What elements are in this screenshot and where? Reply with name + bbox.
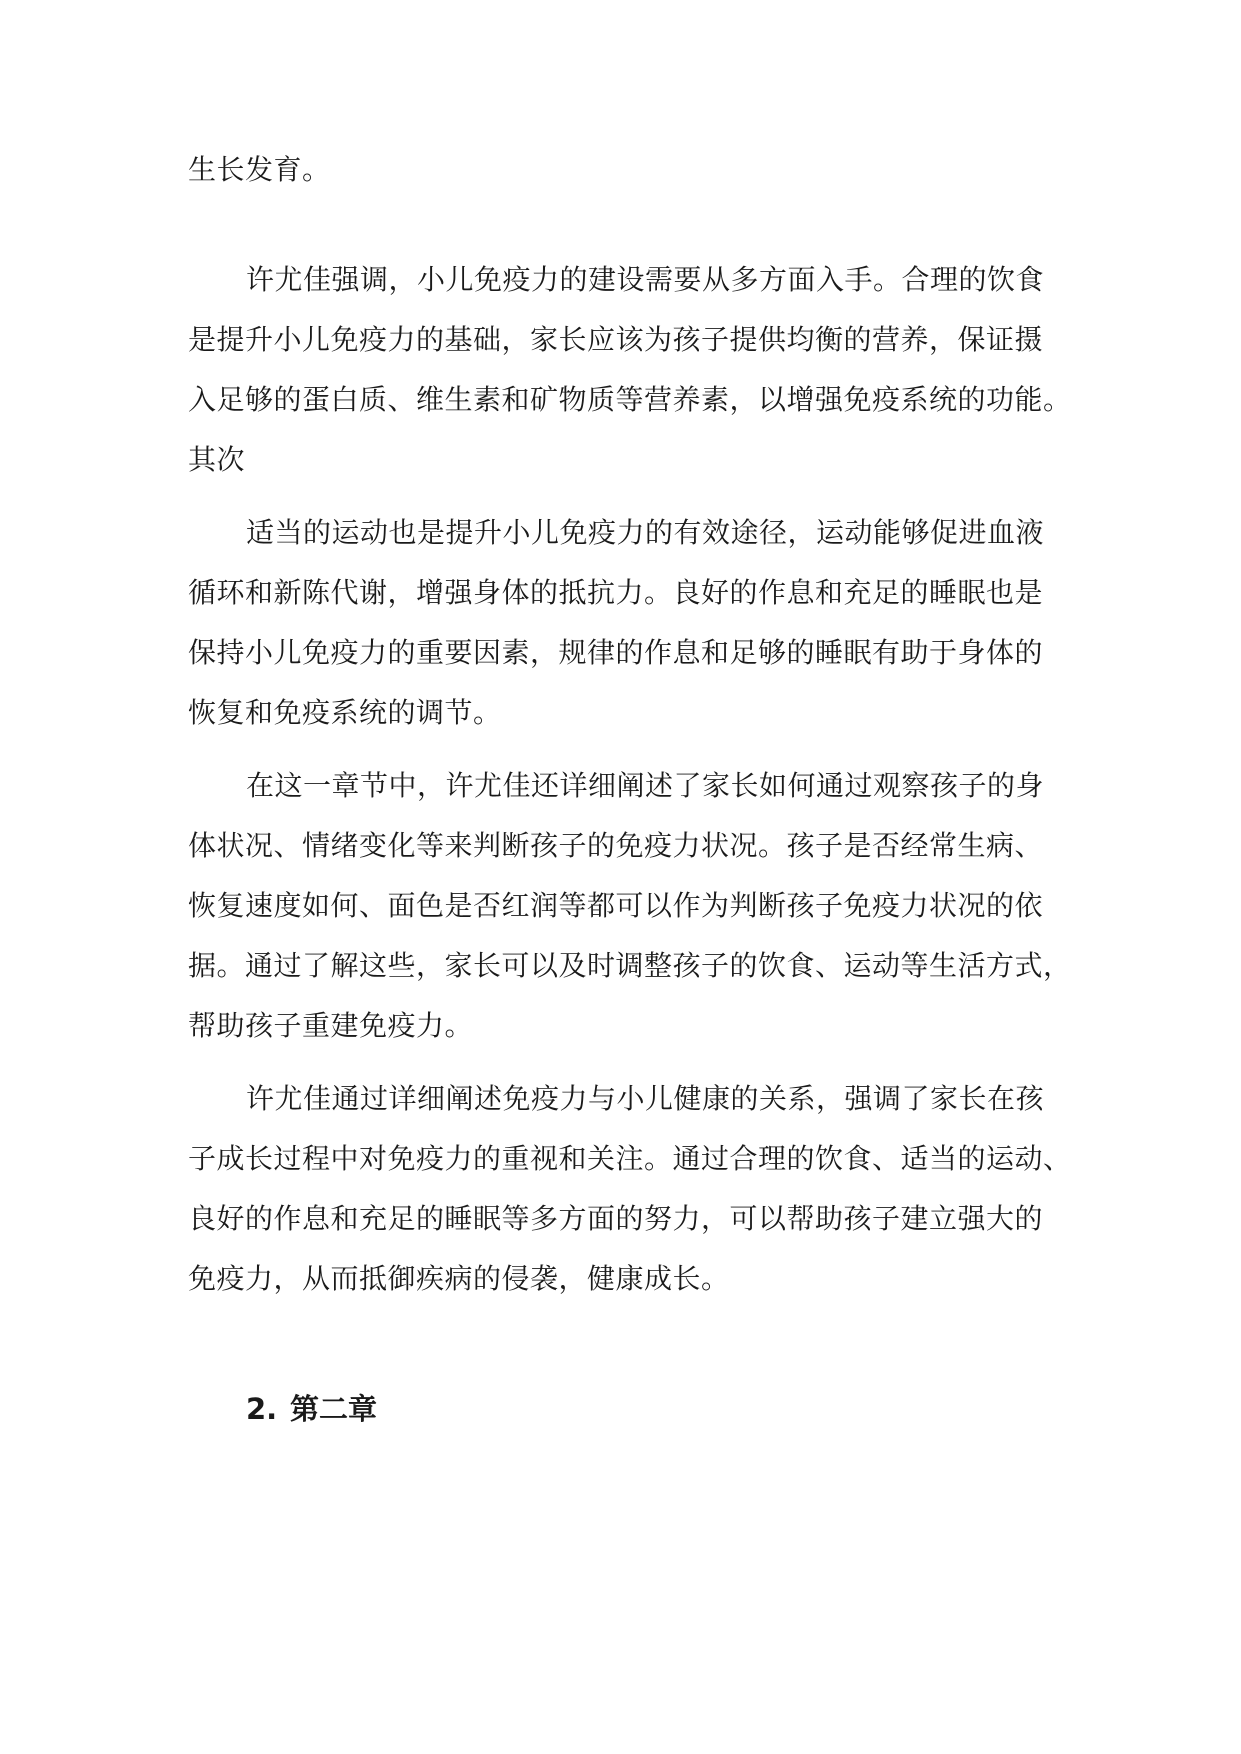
paragraph <box>188 1069 1072 1309</box>
text-line: 其次 <box>188 443 246 476</box>
text-line: 免疫力，从而抵御疾病的侵袭，健康成长。 <box>188 1262 730 1295</box>
paragraph <box>188 503 1058 743</box>
text-line: 入足够的蛋白质、维生素和矿物质等营养素，以增强免疫系统的功能。 <box>188 383 1072 416</box>
text-line: 良好的作息和充足的睡眠等多方面的努力，可以帮助孩子建立强大的 <box>188 1202 1044 1235</box>
text-line: 许尤佳强调，小儿免疫力的建设需要从多方面入手。合理的饮食 <box>246 263 1045 296</box>
text-line: 子成长过程中对免疫力的重视和关注。通过合理的饮食、适当的运动、 <box>188 1142 1072 1175</box>
text-line: 是提升小儿免疫力的基础，家长应该为孩子提供均衡的营养，保证摄 <box>188 323 1044 356</box>
text-line: 在这一章节中，许尤佳还详细阐述了家长如何通过观察孩子的身 <box>246 769 1045 802</box>
text-line: 恢复速度如何、面色是否红润等都可以作为判断孩子免疫力状况的依 <box>188 889 1044 922</box>
text-line: 许尤佳通过详细阐述免疫力与小儿健康的关系，强调了家长在孩 <box>246 1082 1045 1115</box>
section-title: 第二章 <box>290 1392 378 1426</box>
text-line: 体状况、情绪变化等来判断孩子的免疫力状况。孩子是否经常生病、 <box>188 829 1044 862</box>
section-number: 2. <box>246 1392 278 1426</box>
text-line: 保持小儿免疫力的重要因素，规律的作息和足够的睡眠有助于身体的 <box>188 636 1044 669</box>
paragraph <box>188 250 1072 490</box>
text-line: 生长发育。 <box>188 153 331 186</box>
text-line: 据。通过了解这些，家长可以及时调整孩子的饮食、运动等生活方式， <box>188 949 1072 982</box>
text-line: 帮助孩子重建免疫力。 <box>188 1009 474 1042</box>
text-line: 循环和新陈代谢，增强身体的抵抗力。良好的作息和充足的睡眠也是 <box>188 576 1044 609</box>
paragraph <box>188 140 1058 200</box>
text-line: 适当的运动也是提升小儿免疫力的有效途径，运动能够促进血液 <box>246 516 1045 549</box>
text-line: 恢复和免疫系统的调节。 <box>188 696 502 729</box>
paragraph <box>188 756 1072 1056</box>
document-body <box>188 140 1072 1439</box>
section-heading <box>246 1379 1058 1439</box>
